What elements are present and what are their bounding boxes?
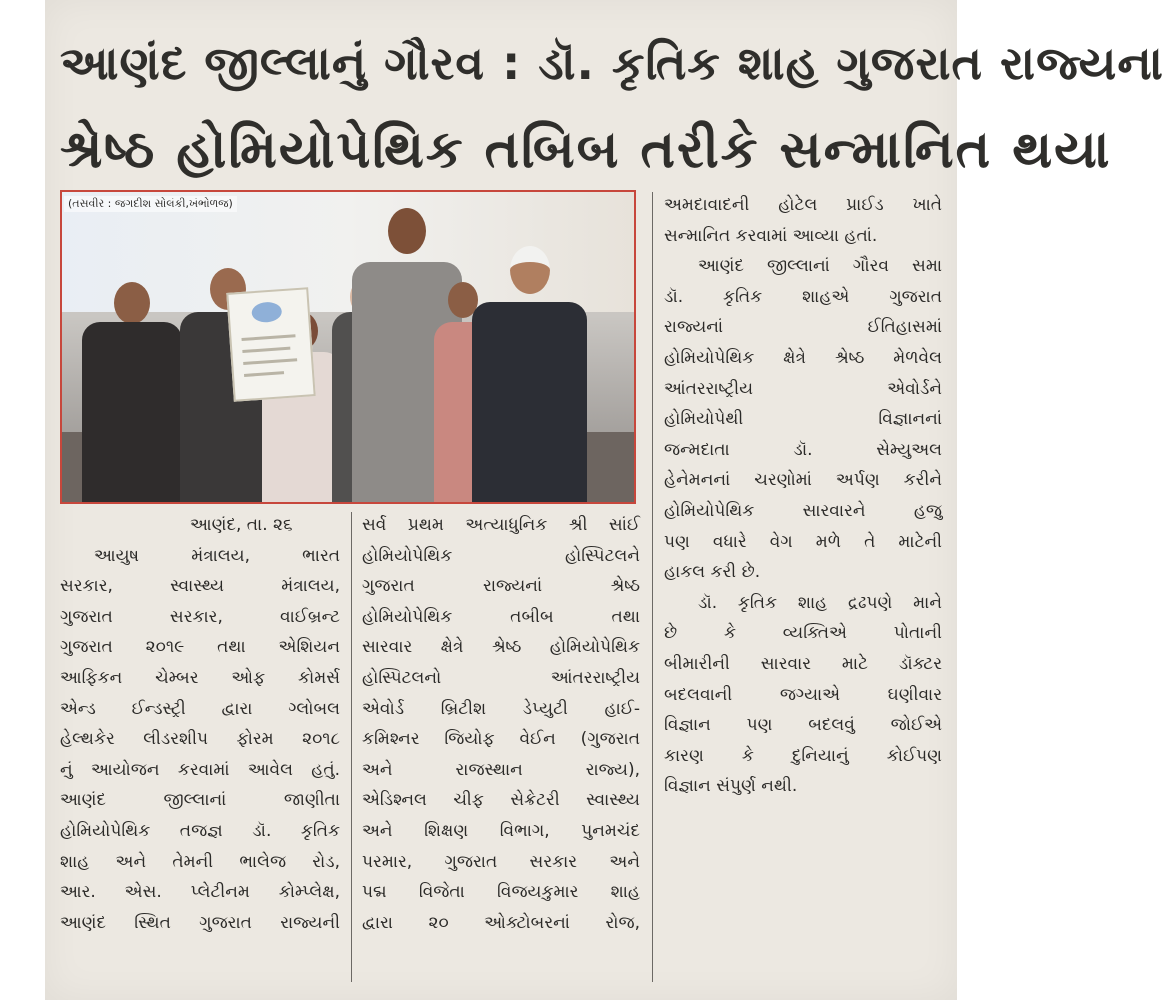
text-line: દ્વારા ૨૦ ઓક્ટોબરનાં રોજ,: [362, 912, 640, 933]
dateline: આણંદ, તા. ૨૬: [190, 515, 293, 535]
text-line: વિજ્ઞાન સંપુર્ણ નથી.: [664, 776, 798, 797]
text-line: ગુજરાત રાજ્યનાં શ્રેષ્ઠ: [362, 576, 640, 597]
text-line: હોમિયોપેથિક તજજ્ઞ ડૉ. કૃતિક: [60, 820, 340, 841]
headline-line-2: શ્રેષ્ઠ હોમિયોપેથિક તબિબ તરીકે સન્માનિત થયા: [60, 120, 1112, 180]
text-line: હોમિયોપેથિક ક્ષેત્રે શ્રેષ્ઠ મેળવેલ: [664, 347, 942, 368]
text-line: આયુષ મંત્રાલય, ભારત: [94, 545, 340, 566]
text-line: આણંદ જીલ્લાનાં ગૌરવ સમા: [698, 256, 942, 277]
text-line: અને શિક્ષણ વિભાગ, પુનમચંદ: [362, 820, 640, 841]
text-line: કારણ કે દુનિયાનું કોઈપણ: [664, 745, 942, 766]
text-line: કમિશ્નર જિયોફ વેઈન (ગુજરાત: [362, 729, 640, 750]
text-line: હોસ્પિટલનો આંતરરાષ્ટ્રીય: [362, 667, 640, 688]
text-line: હોમિયોપેથી વિજ્ઞાનનાં: [664, 409, 942, 430]
text-line: અમદાવાદની હોટેલ પ્રાઈડ ખાતે: [664, 195, 942, 215]
text-line: પણ વધારે વેગ મળે તે માટેની: [664, 531, 942, 552]
photo-caption: (તસવીર : જગદીશ સોલંકી,ખંભોળજ): [64, 196, 237, 212]
text-line: આણંદ સ્થિત ગુજરાત રાજ્યની: [60, 912, 340, 933]
text-line: આણંદ જીલ્લાનાં જાણીતા: [60, 790, 340, 811]
text-line: સરકાર, સ્વાસ્થ્ય મંત્રાલય,: [60, 576, 340, 597]
text-line: એન્ડ ઈન્ડસ્ટ્રી દ્વારા ગ્લોબલ: [60, 698, 340, 719]
text-line: હેનેમનનાં ચરણોમાં અર્પણ કરીને: [664, 470, 942, 491]
text-line: સર્વ પ્રથમ અત્યાધુનિક શ્રી સાંઈ: [362, 515, 640, 535]
text-line: બદલવાની જગ્યાએ ઘણીવાર: [664, 684, 942, 705]
text-line: હેલ્થકેર લીડરશીપ ફોરમ ૨૦૧૮: [60, 729, 340, 750]
text-line: જન્મદાતા ડૉ. સેમ્યુઅલ: [664, 439, 942, 460]
text-line: સન્માનિત કરવામાં આવ્યા હતાં.: [664, 225, 878, 246]
text-line: નું આયોજન કરવામાં આવેલ હતું.: [60, 759, 340, 780]
award-photo: [60, 190, 636, 504]
person-7: [472, 232, 587, 502]
text-line: બીમારીની સારવાર માટે ડૉક્ટર: [664, 653, 942, 674]
text-line: અને રાજસ્થાન રાજ્ય),: [362, 759, 640, 780]
text-line: આર. એસ. પ્લેટીનમ કોમ્પ્લેક્ષ,: [60, 882, 340, 903]
text-line: હોમિયોપેથિક સારવારને હજુ: [664, 500, 942, 521]
text-line: આંતરરાષ્ટ્રીય એવોર્ડને: [664, 378, 942, 399]
text-line: હોમિયોપેથિક તબીબ તથા: [362, 606, 640, 627]
text-line: આફિકન ચેમ્બર ઓફ કોમર્સ: [60, 667, 340, 688]
text-line: ડૉ. કૃતિક શાહએ ગુજરાત: [664, 286, 942, 307]
article-column-3: [664, 190, 942, 802]
text-line: ડૉ. કૃતિક શાહ દ્રઢપણે માને: [698, 592, 942, 613]
article-column-2: [362, 510, 640, 938]
text-line: હાકલ કરી છે.: [664, 562, 761, 583]
text-line: ગુજરાત ૨૦૧૯ તથા એશિયન: [60, 637, 340, 658]
person-1: [82, 252, 182, 502]
text-line: રાજ્યનાં ઈતિહાસમાં: [664, 317, 942, 338]
text-line: હોમિયોપેથિક હોસ્પિટલને: [362, 545, 640, 566]
text-line: વિજ્ઞાન પણ બદલવું જોઈએ: [664, 715, 942, 736]
text-line: સારવાર ક્ષેત્રે શ્રેષ્ઠ હોમિયોપેથિક: [362, 637, 640, 658]
text-line: એવોર્ડ બ્રિટીશ ડેપ્યુટી હાઈ-: [362, 698, 640, 719]
headline-line-1: આણંદ જીલ્લાનું ગૌરવ : ડૉ. કૃતિક શાહ ગુજરાત રાજ્યના: [60, 36, 1164, 90]
article-column-1: [60, 510, 340, 938]
column-rule-1: [351, 512, 352, 982]
text-line: પદ્મ વિજેતા વિજયકુમાર શાહ: [362, 882, 640, 903]
text-line: છે કે વ્યક્તિએ પોતાની: [664, 623, 942, 644]
text-line: શાહ અને તેમની ભાલેજ રોડ,: [60, 851, 340, 872]
text-line: એડિશ્નલ ચીફ સેક્રેટરી સ્વાસ્થ્ય: [362, 790, 640, 811]
column-rule-2: [652, 192, 653, 982]
award-certificate: [226, 287, 315, 401]
text-line: પરમાર, ગુજરાત સરકાર અને: [362, 851, 640, 872]
text-line: ગુજરાત સરકાર, વાઈબ્રન્ટ: [60, 606, 340, 627]
